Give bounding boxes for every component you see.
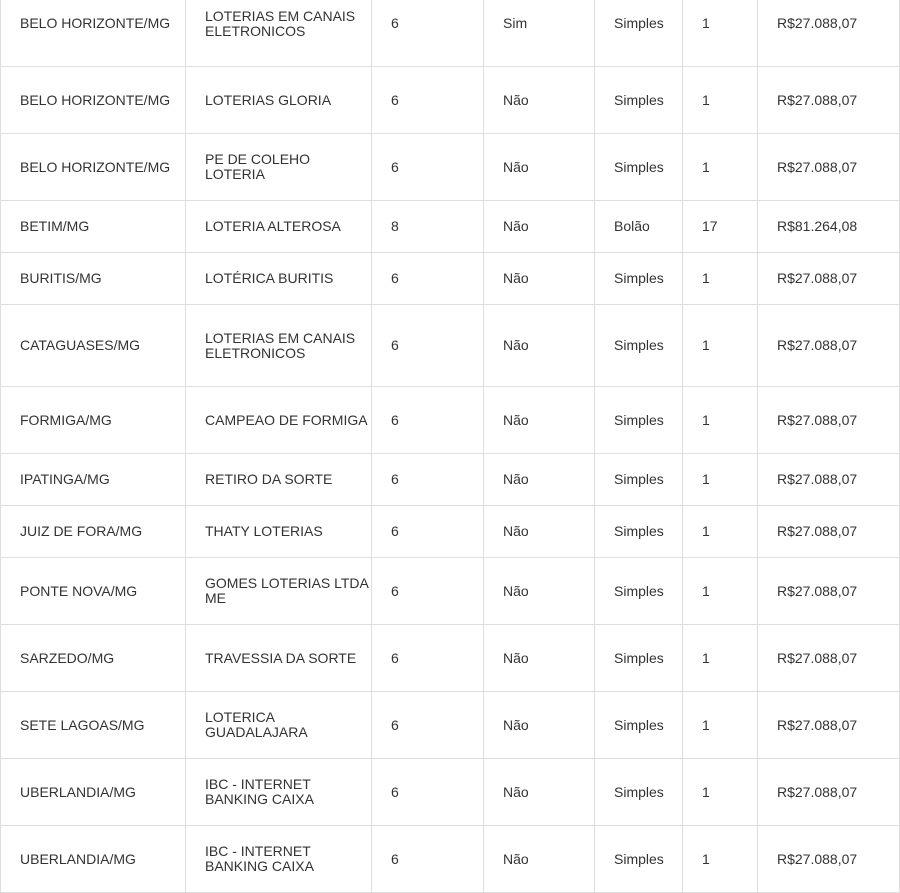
lottery-shop-cell: IBC - INTERNET BANKING CAIXA [186,759,372,826]
city-cell: BELO HORIZONTE/MG [1,134,186,201]
prize-value-cell: R$27.088,07 [758,826,900,893]
bet-type-cell: Simples [595,558,683,625]
numbers-cell: 6 [372,759,484,826]
prize-value-cell: R$27.088,07 [758,454,900,506]
teimosinha-cell: Não [484,454,595,506]
lottery-shop-cell: LOTERIAS EM CANAIS ELETRONICOS [186,0,372,67]
bet-type-cell: Simples [595,692,683,759]
table-row [1,0,900,67]
table-row [1,826,900,893]
lottery-shop-cell: TRAVESSIA DA SORTE [186,625,372,692]
teimosinha-cell: Sim [484,0,595,67]
prize-value-cell: R$27.088,07 [758,625,900,692]
teimosinha-cell: Não [484,67,595,134]
numbers-cell: 6 [372,253,484,305]
table-row [1,692,900,759]
bet-type-cell: Simples [595,0,683,67]
teimosinha-cell: Não [484,558,595,625]
shares-cell: 1 [683,0,758,67]
lottery-shop-cell: LOTÉRICA BURITIS [186,253,372,305]
prize-value-cell: R$27.088,07 [758,253,900,305]
table-row [1,201,900,253]
prize-value-cell: R$27.088,07 [758,134,900,201]
prize-value-cell: R$27.088,07 [758,305,900,387]
prize-value-cell: R$27.088,07 [758,558,900,625]
numbers-cell: 6 [372,0,484,67]
numbers-cell: 6 [372,692,484,759]
city-cell: BELO HORIZONTE/MG [1,0,186,67]
bet-type-cell: Simples [595,67,683,134]
lottery-shop-cell: LOTERIAS GLORIA [186,67,372,134]
numbers-cell: 6 [372,67,484,134]
city-cell: IPATINGA/MG [1,454,186,506]
bet-type-cell: Simples [595,826,683,893]
teimosinha-cell: Não [484,253,595,305]
prize-value-cell: R$27.088,07 [758,0,900,67]
shares-cell: 1 [683,759,758,826]
table-row [1,305,900,387]
teimosinha-cell: Não [484,759,595,826]
teimosinha-cell: Não [484,506,595,558]
lottery-shop-cell: LOTERICA GUADALAJARA [186,692,372,759]
city-cell: SARZEDO/MG [1,625,186,692]
city-cell: UBERLANDIA/MG [1,826,186,893]
city-cell: FORMIGA/MG [1,387,186,454]
lottery-shop-cell: LOTERIAS EM CANAIS ELETRONICOS [186,305,372,387]
shares-cell: 1 [683,134,758,201]
shares-cell: 1 [683,305,758,387]
teimosinha-cell: Não [484,625,595,692]
teimosinha-cell: Não [484,134,595,201]
bet-type-cell: Simples [595,625,683,692]
city-cell: BETIM/MG [1,201,186,253]
bet-type-cell: Simples [595,506,683,558]
lottery-shop-cell: GOMES LOTERIAS LTDA ME [186,558,372,625]
city-cell: PONTE NOVA/MG [1,558,186,625]
shares-cell: 1 [683,692,758,759]
lottery-shop-cell: THATY LOTERIAS [186,506,372,558]
prize-value-cell: R$27.088,07 [758,387,900,454]
table-row [1,506,900,558]
city-cell: SETE LAGOAS/MG [1,692,186,759]
shares-cell: 1 [683,387,758,454]
bet-type-cell: Simples [595,454,683,506]
shares-cell: 1 [683,558,758,625]
shares-cell: 1 [683,67,758,134]
teimosinha-cell: Não [484,826,595,893]
table-row [1,387,900,454]
bet-type-cell: Bolão [595,201,683,253]
prize-value-cell: R$81.264,08 [758,201,900,253]
shares-cell: 1 [683,826,758,893]
bet-type-cell: Simples [595,387,683,454]
numbers-cell: 6 [372,826,484,893]
shares-cell: 17 [683,201,758,253]
shares-cell: 1 [683,625,758,692]
prize-value-cell: R$27.088,07 [758,759,900,826]
shares-cell: 1 [683,506,758,558]
table-row [1,759,900,826]
lottery-shop-cell: PE DE COLEHO LOTERIA [186,134,372,201]
prize-value-cell: R$27.088,07 [758,506,900,558]
table-row [1,67,900,134]
bet-type-cell: Simples [595,759,683,826]
table-row [1,454,900,506]
numbers-cell: 8 [372,201,484,253]
shares-cell: 1 [683,253,758,305]
numbers-cell: 6 [372,558,484,625]
table-row [1,558,900,625]
numbers-cell: 6 [372,454,484,506]
teimosinha-cell: Não [484,387,595,454]
teimosinha-cell: Não [484,692,595,759]
city-cell: BELO HORIZONTE/MG [1,67,186,134]
table-row [1,625,900,692]
shares-cell: 1 [683,454,758,506]
numbers-cell: 6 [372,506,484,558]
city-cell: BURITIS/MG [1,253,186,305]
lottery-shop-cell: CAMPEAO DE FORMIGA [186,387,372,454]
lottery-shop-cell: RETIRO DA SORTE [186,454,372,506]
numbers-cell: 6 [372,134,484,201]
numbers-cell: 6 [372,625,484,692]
bet-type-cell: Simples [595,253,683,305]
city-cell: UBERLANDIA/MG [1,759,186,826]
teimosinha-cell: Não [484,201,595,253]
city-cell: CATAGUASES/MG [1,305,186,387]
table-row [1,134,900,201]
numbers-cell: 6 [372,305,484,387]
prize-value-cell: R$27.088,07 [758,692,900,759]
prize-value-cell: R$27.088,07 [758,67,900,134]
numbers-cell: 6 [372,387,484,454]
city-cell: JUIZ DE FORA/MG [1,506,186,558]
lottery-shop-cell: IBC - INTERNET BANKING CAIXA [186,826,372,893]
bet-type-cell: Simples [595,134,683,201]
bet-type-cell: Simples [595,305,683,387]
table-row [1,253,900,305]
lottery-shop-cell: LOTERIA ALTEROSA [186,201,372,253]
teimosinha-cell: Não [484,305,595,387]
